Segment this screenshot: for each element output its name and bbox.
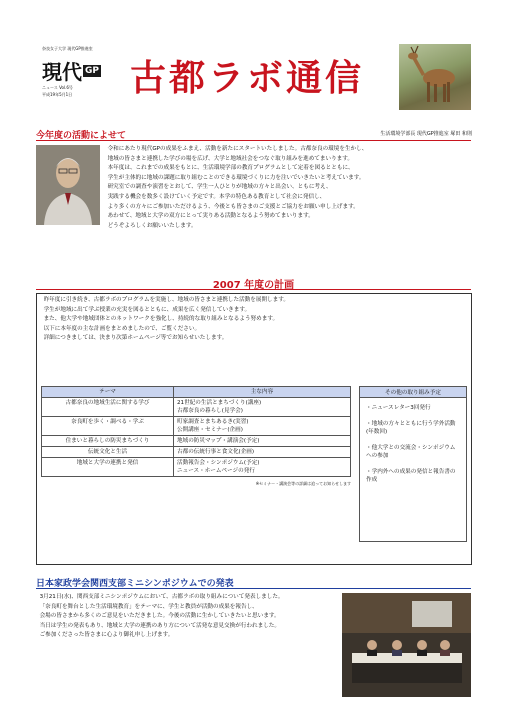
section-heading: 今年度の活動によせて (36, 131, 127, 141)
table-row (42, 447, 351, 458)
section-heading: 日本家政学会関西支部ミニシンポジウムでの発表 (36, 579, 234, 589)
author-portrait (36, 145, 100, 225)
plan-box (36, 293, 472, 565)
heading-rule (36, 588, 471, 589)
masthead (0, 0, 506, 118)
row-theme: 古都奈良の地域生活に関する学び (42, 398, 174, 417)
list-item: ・ニュースレター3回発行 (366, 405, 431, 411)
list-item: ・他大学との交流会・シンポジウムへの参加 (366, 445, 456, 459)
list-item: ・学内外への成果の発信と報告書の作成 (366, 469, 456, 483)
row-content: 21世紀の生活とまちづくり(講座) 古都奈良の暮らし(見学会) (174, 398, 351, 417)
symposium-section (36, 576, 471, 704)
symposium-photo (342, 593, 471, 697)
table-row (42, 458, 351, 477)
heading-rule (36, 140, 471, 141)
row-theme: 奈良町を歩く・調べる・学ぶ (42, 417, 174, 436)
row-content: 町家調査とまちあるき(実習) 公開講座・セミナー(企画) (174, 417, 351, 436)
row-content: 古都の伝統行事と食文化(企画) (174, 447, 351, 458)
activity-section (36, 128, 471, 270)
org-line: 奈良女子大学 現代GP推進室 (42, 46, 93, 51)
table-footnote: ※セミナー・講演会等の詳細は追ってお知らせします (255, 481, 351, 486)
plan-paragraph: 昨年度に引き続き、古都ラボのプログラムを実施し、地域の皆さまと連携した活動を展開します。 学生が地域に出て学ぶ授業の充実を図るとともに、成果を広く発信していきます。 また、他大学や地域団体とのネットワークを強化し、持続的な取り組みとなるよう努めます。 以下に本年度の主な計画をまとめましたので、ご覧ください。 詳細につきましては、決まり次第ホームページ等でお知らせいたします。 (43, 297, 289, 342)
row-content: 地域の防災マップ・講演会(予定) (174, 436, 351, 447)
masthead-title: 古都ラボ通信 (130, 58, 365, 99)
logo-badge: GP (85, 66, 99, 76)
logo-text: 現代 (42, 60, 82, 84)
issue-date: 平成19年5月1日 (42, 92, 73, 97)
author-line: 生活環境学部長 現代GP推進室 塚田 和則 (380, 131, 472, 137)
list-item: ・地域の方々とともに行う学外活動(年数回) (366, 421, 456, 435)
row-theme: 住まいと暮らしの防災まちづくり (42, 436, 174, 447)
plan-table (41, 386, 351, 487)
section-paragraph: 令和にあたり現代GPの成果をふまえ、活動を新たにスタートいたしました。古都奈良の環境を生かし、 地域の皆さまと連携した学びの場を広げ、大学と地域社会をつなぐ取り組みを進めてまいります。 本年度は、これまでの成果をもとに、生活環境学部の教育プログラムとして定着を図るとともに、 学生が主体的に地域の課題に取り組むことのできる環境づくりに力を注いでいきたいと考えています。 研究室での調査や演習をとおして、学生一人ひとりが地域の方々と出会い、ともに考え、 実践する機会を数多く設けていく予定です。本学の特色ある教育として社会に発信し、 より多くの方々にご参加いただけるよう、今後とも皆さまのご支援とご協力をお願い申し上げます。 あわせて、地域と大学の双方にとって実りある活動となるよう努めてまいります。 どうぞよろしくお願いいたします。 (107, 146, 368, 229)
table-header-theme: テーマ (42, 387, 174, 398)
table-header-content: 主な内容 (174, 387, 351, 398)
other-plans-box (359, 386, 467, 542)
row-theme: 伝統文化と生活 (42, 447, 174, 458)
issue-line: ニュース Vol.6号 (42, 85, 73, 90)
logo (42, 56, 101, 85)
plan-heading-rule (36, 289, 471, 290)
table-row (42, 436, 351, 447)
table-row (42, 417, 351, 436)
deer-photo (399, 44, 471, 110)
table-row (42, 398, 351, 417)
other-plans-title: その他の取り組み予定 (360, 387, 466, 398)
section-paragraph: 3月21日(水)、関西支部ミニシンポジウムにおいて、古都ラボの取り組みについて発表しました。 「奈良町を舞台とした生活環境教育」をテーマに、学生と教員が活動の成果を報告し、 会場の皆さまから多くのご意見をいただきました。今後の活動に生かしていきたいと思います。 当日は学生の発表もあり、地域と大学の連携のあり方について活発な意見交換が行われました。 ご参加くださった皆さまに心より御礼申し上げます。 (39, 594, 284, 639)
row-theme: 地域と大学の連携と発信 (42, 458, 174, 477)
row-content: 活動報告会・シンポジウム(予定) ニュース・ホームページの発行 (174, 458, 351, 477)
plan-heading: 2007 年度の計画 (212, 280, 295, 291)
